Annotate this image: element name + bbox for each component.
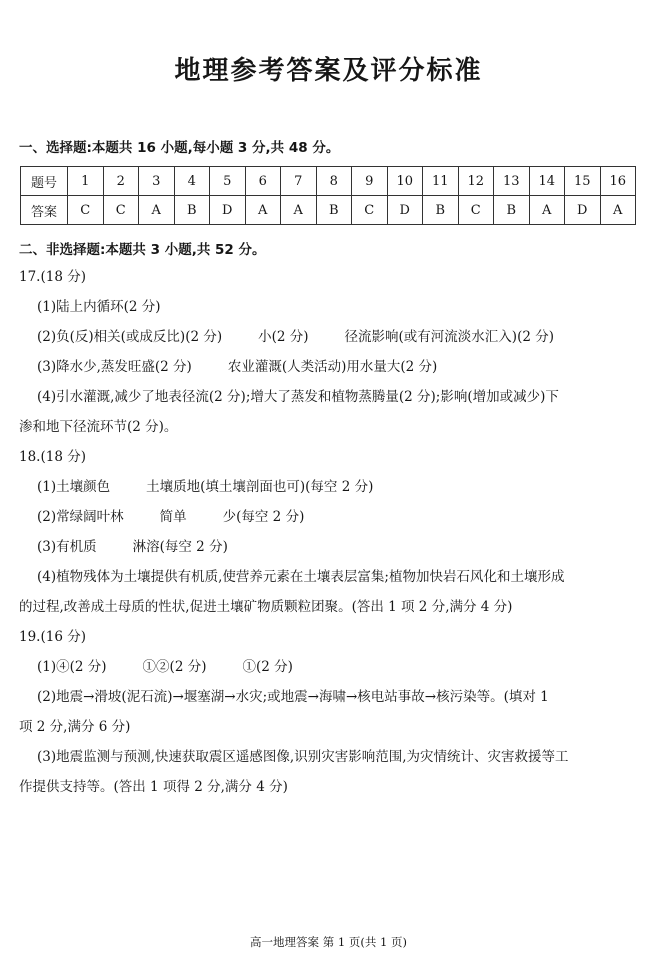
q17-answer-2	[37, 325, 554, 345]
table-cell: A	[281, 196, 317, 225]
q18-answer-1	[37, 475, 373, 495]
q19-answer-2-cont: 项 2 分,满分 6 分)	[19, 719, 131, 735]
table-cell: 9	[352, 167, 388, 196]
q19-answer-2: (2)地震→滑坡(泥石流)→堰塞湖→水灾;或地震→海啸→核电站事故→核污染等。(填对 1	[37, 689, 549, 705]
table-cell: D	[387, 196, 423, 225]
q18-heading: 18.(18 分)	[19, 449, 86, 465]
q19-answer-3-cont: 作提供支持等。(答出 1 项得 2 分,满分 4 分)	[19, 779, 288, 795]
page-footer: 高一地理答案 第 1 页(共 1 页)	[250, 935, 407, 949]
table-cell: 4	[174, 167, 210, 196]
table-cell: C	[458, 196, 494, 225]
q19-answer-1b: ①②(2 分)	[142, 659, 207, 675]
table-cell: B	[423, 196, 459, 225]
q18-answer-2a: (2)常绿阔叶林	[37, 509, 124, 525]
q17-answer-2b: 小(2 分)	[258, 329, 309, 345]
q19-answer-1c: ①(2 分)	[242, 659, 293, 675]
q17-answer-3a: (3)降水少,蒸发旺盛(2 分)	[37, 359, 192, 375]
table-cell: B	[494, 196, 530, 225]
table-cell: C	[103, 196, 139, 225]
q17-answer-3b: 农业灌溉(人类活动)用水量大(2 分)	[227, 359, 438, 375]
q18-answer-2c: 少(每空 2 分)	[222, 509, 305, 525]
answer-table	[20, 166, 636, 225]
table-cell: 13	[494, 167, 530, 196]
table-cell: 1	[68, 167, 104, 196]
table-cell: 2	[103, 167, 139, 196]
q19-answer-3: (3)地震监测与预测,快速获取震区遥感图像,识别灾害影响范围,为灾情统计、灾害救援等工	[37, 749, 569, 765]
answer-row	[21, 196, 636, 225]
q17-answer-4-cont: 渗和地下径流环节(2 分)。	[19, 419, 178, 435]
table-cell: C	[352, 196, 388, 225]
table-cell: 15	[565, 167, 601, 196]
table-cell: A	[529, 196, 565, 225]
q17-heading: 17.(18 分)	[19, 269, 86, 285]
page-title: 地理参考答案及评分标准	[174, 56, 483, 86]
table-cell: B	[316, 196, 352, 225]
q17-answer-3	[37, 355, 437, 375]
table-cell: 16	[600, 167, 636, 196]
q18-answer-3a: (3)有机质	[37, 539, 97, 555]
q18-answer-1b: 土壤质地(填土壤剖面也可)(每空 2 分)	[146, 479, 374, 495]
q18-answer-2b: 简单	[159, 509, 187, 525]
table-cell: 6	[245, 167, 281, 196]
q18-answer-4-cont: 的过程,改善成土母质的性状,促进土壤矿物质颗粒团聚。(答出 1 项 2 分,满分 4 分)	[19, 599, 513, 615]
table-cell: 7	[281, 167, 317, 196]
q17-answer-1: (1)陆上内循环(2 分)	[37, 299, 161, 315]
table-cell: D	[565, 196, 601, 225]
row-label-number: 题号	[21, 167, 68, 196]
q18-answer-3b: 淋溶(每空 2 分)	[132, 539, 228, 555]
table-cell: A	[600, 196, 636, 225]
table-cell: C	[68, 196, 104, 225]
q18-answer-4: (4)植物残体为土壤提供有机质,使营养元素在土壤表层富集;植物加快岩石风化和土壤形成	[37, 569, 565, 585]
row-label-answer: 答案	[21, 196, 68, 225]
table-cell: 3	[139, 167, 175, 196]
table-cell: A	[245, 196, 281, 225]
table-cell: 10	[387, 167, 423, 196]
table-cell: 8	[316, 167, 352, 196]
q18-answer-3	[37, 535, 228, 555]
table-cell: D	[210, 196, 246, 225]
q19-answer-1a: (1)④(2 分)	[37, 659, 107, 675]
question-number-row	[21, 167, 636, 196]
section-open-heading: 二、非选择题:本题共 3 小题,共 52 分。	[19, 242, 266, 258]
table-cell: 11	[423, 167, 459, 196]
q19-heading: 19.(16 分)	[19, 629, 86, 645]
q17-answer-2a: (2)负(反)相关(或成反比)(2 分)	[37, 329, 223, 345]
q17-answer-4: (4)引水灌溉,减少了地表径流(2 分);增大了蒸发和植物蒸腾量(2 分);影响(增加或减少)下	[37, 389, 559, 405]
table-cell: A	[139, 196, 175, 225]
table-cell: 5	[210, 167, 246, 196]
q18-answer-2	[37, 505, 304, 525]
q18-answer-1a: (1)土壤颜色	[37, 479, 111, 495]
table-cell: 12	[458, 167, 494, 196]
q17-answer-2c: 径流影响(或有河流淡水汇入)(2 分)	[344, 329, 554, 345]
section-choice-heading: 一、选择题:本题共 16 小题,每小题 3 分,共 48 分。	[19, 140, 340, 156]
table-cell: 14	[529, 167, 565, 196]
table-cell: B	[174, 196, 210, 225]
q19-answer-1	[37, 655, 293, 675]
